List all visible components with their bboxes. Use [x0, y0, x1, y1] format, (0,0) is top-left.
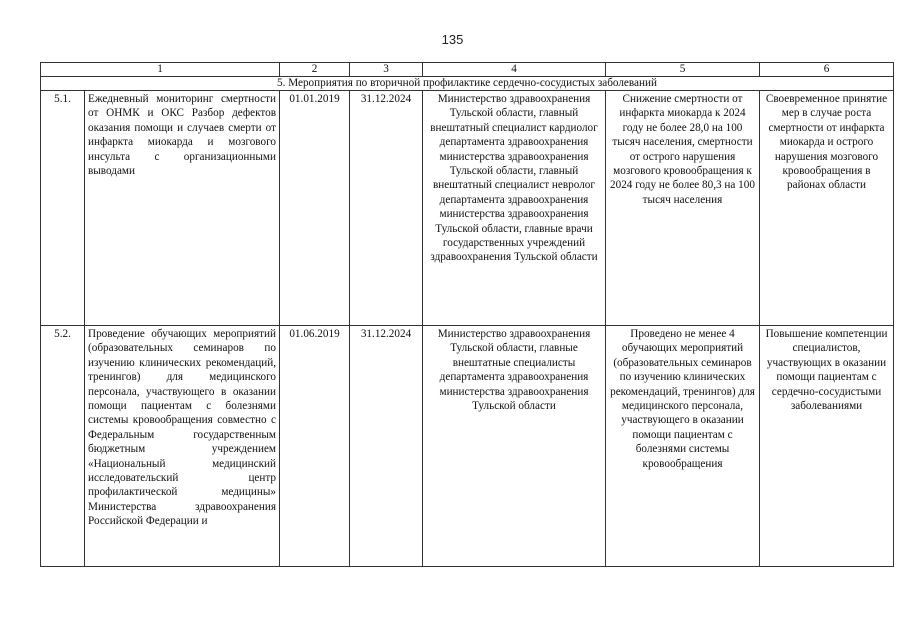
column-header-1: 1	[41, 63, 280, 77]
table-row	[41, 326, 894, 567]
column-header-6: 6	[760, 63, 894, 77]
row-number: 5.2.	[41, 326, 85, 567]
column-header-row	[41, 63, 894, 77]
column-header-3: 3	[350, 63, 423, 77]
measures-table	[40, 62, 894, 567]
result-cell: Повышение компетенции специалистов, участвующих в оказании помощи пациентам с сердечно-сосудистыми заболеваниями	[760, 326, 894, 567]
activity-cell: Проведение обучающих мероприятий (образовательных семинаров по изучению клинических рекомендаций, тренингов) для медицинского персонала, участвующего в оказании помощи пациентам с болезнями системы кровообращения совместно с Федеральным государственным бюджетным учреждением «Национальный медицинский исследовательский центр профилактической медицины» Министерства здравоохранения Российской Федерации и	[85, 326, 280, 567]
result-cell: Своевременное принятие мер в случае роста смертности от инфаркта миокарда и острого нарушения мозгового кровообращения в районах области	[760, 91, 894, 326]
end-date-cell: 31.12.2024	[350, 326, 423, 567]
responsible-cell: Министерство здравоохранения Тульской области, главный внештатный специалист кардиолог департамента здравоохранения министерства здравоохранения Тульской области, главный внештатный специалист невролог департамента здравоохранения министерства здравоохранения Тульской области, главные врачи государственных учреждений здравоохранения Тульской области	[423, 91, 606, 326]
column-header-5: 5	[606, 63, 760, 77]
column-header-2: 2	[280, 63, 350, 77]
indicator-cell: Проведено не менее 4 обучающих мероприятий (образовательных семинаров по изучению клинических рекомендаций, тренингов) для медицинского персонала, участвующего в оказании помощи пациентам с болезнями системы кровообращения	[606, 326, 760, 567]
start-date-cell: 01.01.2019	[280, 91, 350, 326]
section-title: 5. Мероприятия по вторичной профилактике сердечно-сосудистых заболеваний	[41, 77, 894, 91]
indicator-cell: Снижение смертности от инфаркта миокарда к 2024 году не более 28,0 на 100 тысяч населения, смертности от острого нарушения мозгового кровообращения к 2024 году не более 80,3 на 100 тысяч населения	[606, 91, 760, 326]
end-date-cell: 31.12.2024	[350, 91, 423, 326]
table-row	[41, 91, 894, 326]
column-header-4: 4	[423, 63, 606, 77]
row-number: 5.1.	[41, 91, 85, 326]
start-date-cell: 01.06.2019	[280, 326, 350, 567]
section-row	[41, 77, 894, 91]
activity-cell: Ежедневный мониторинг смертности от ОНМК и ОКС Разбор дефектов оказания помощи и случаев смерти от инфаркта миокарда и мозгового инсульта с организационными выводами	[85, 91, 280, 326]
page-number: 135	[441, 32, 464, 47]
responsible-cell: Министерство здравоохранения Тульской области, главные внештатные специалисты департамента здравоохранения министерства здравоохранения Тульской области	[423, 326, 606, 567]
